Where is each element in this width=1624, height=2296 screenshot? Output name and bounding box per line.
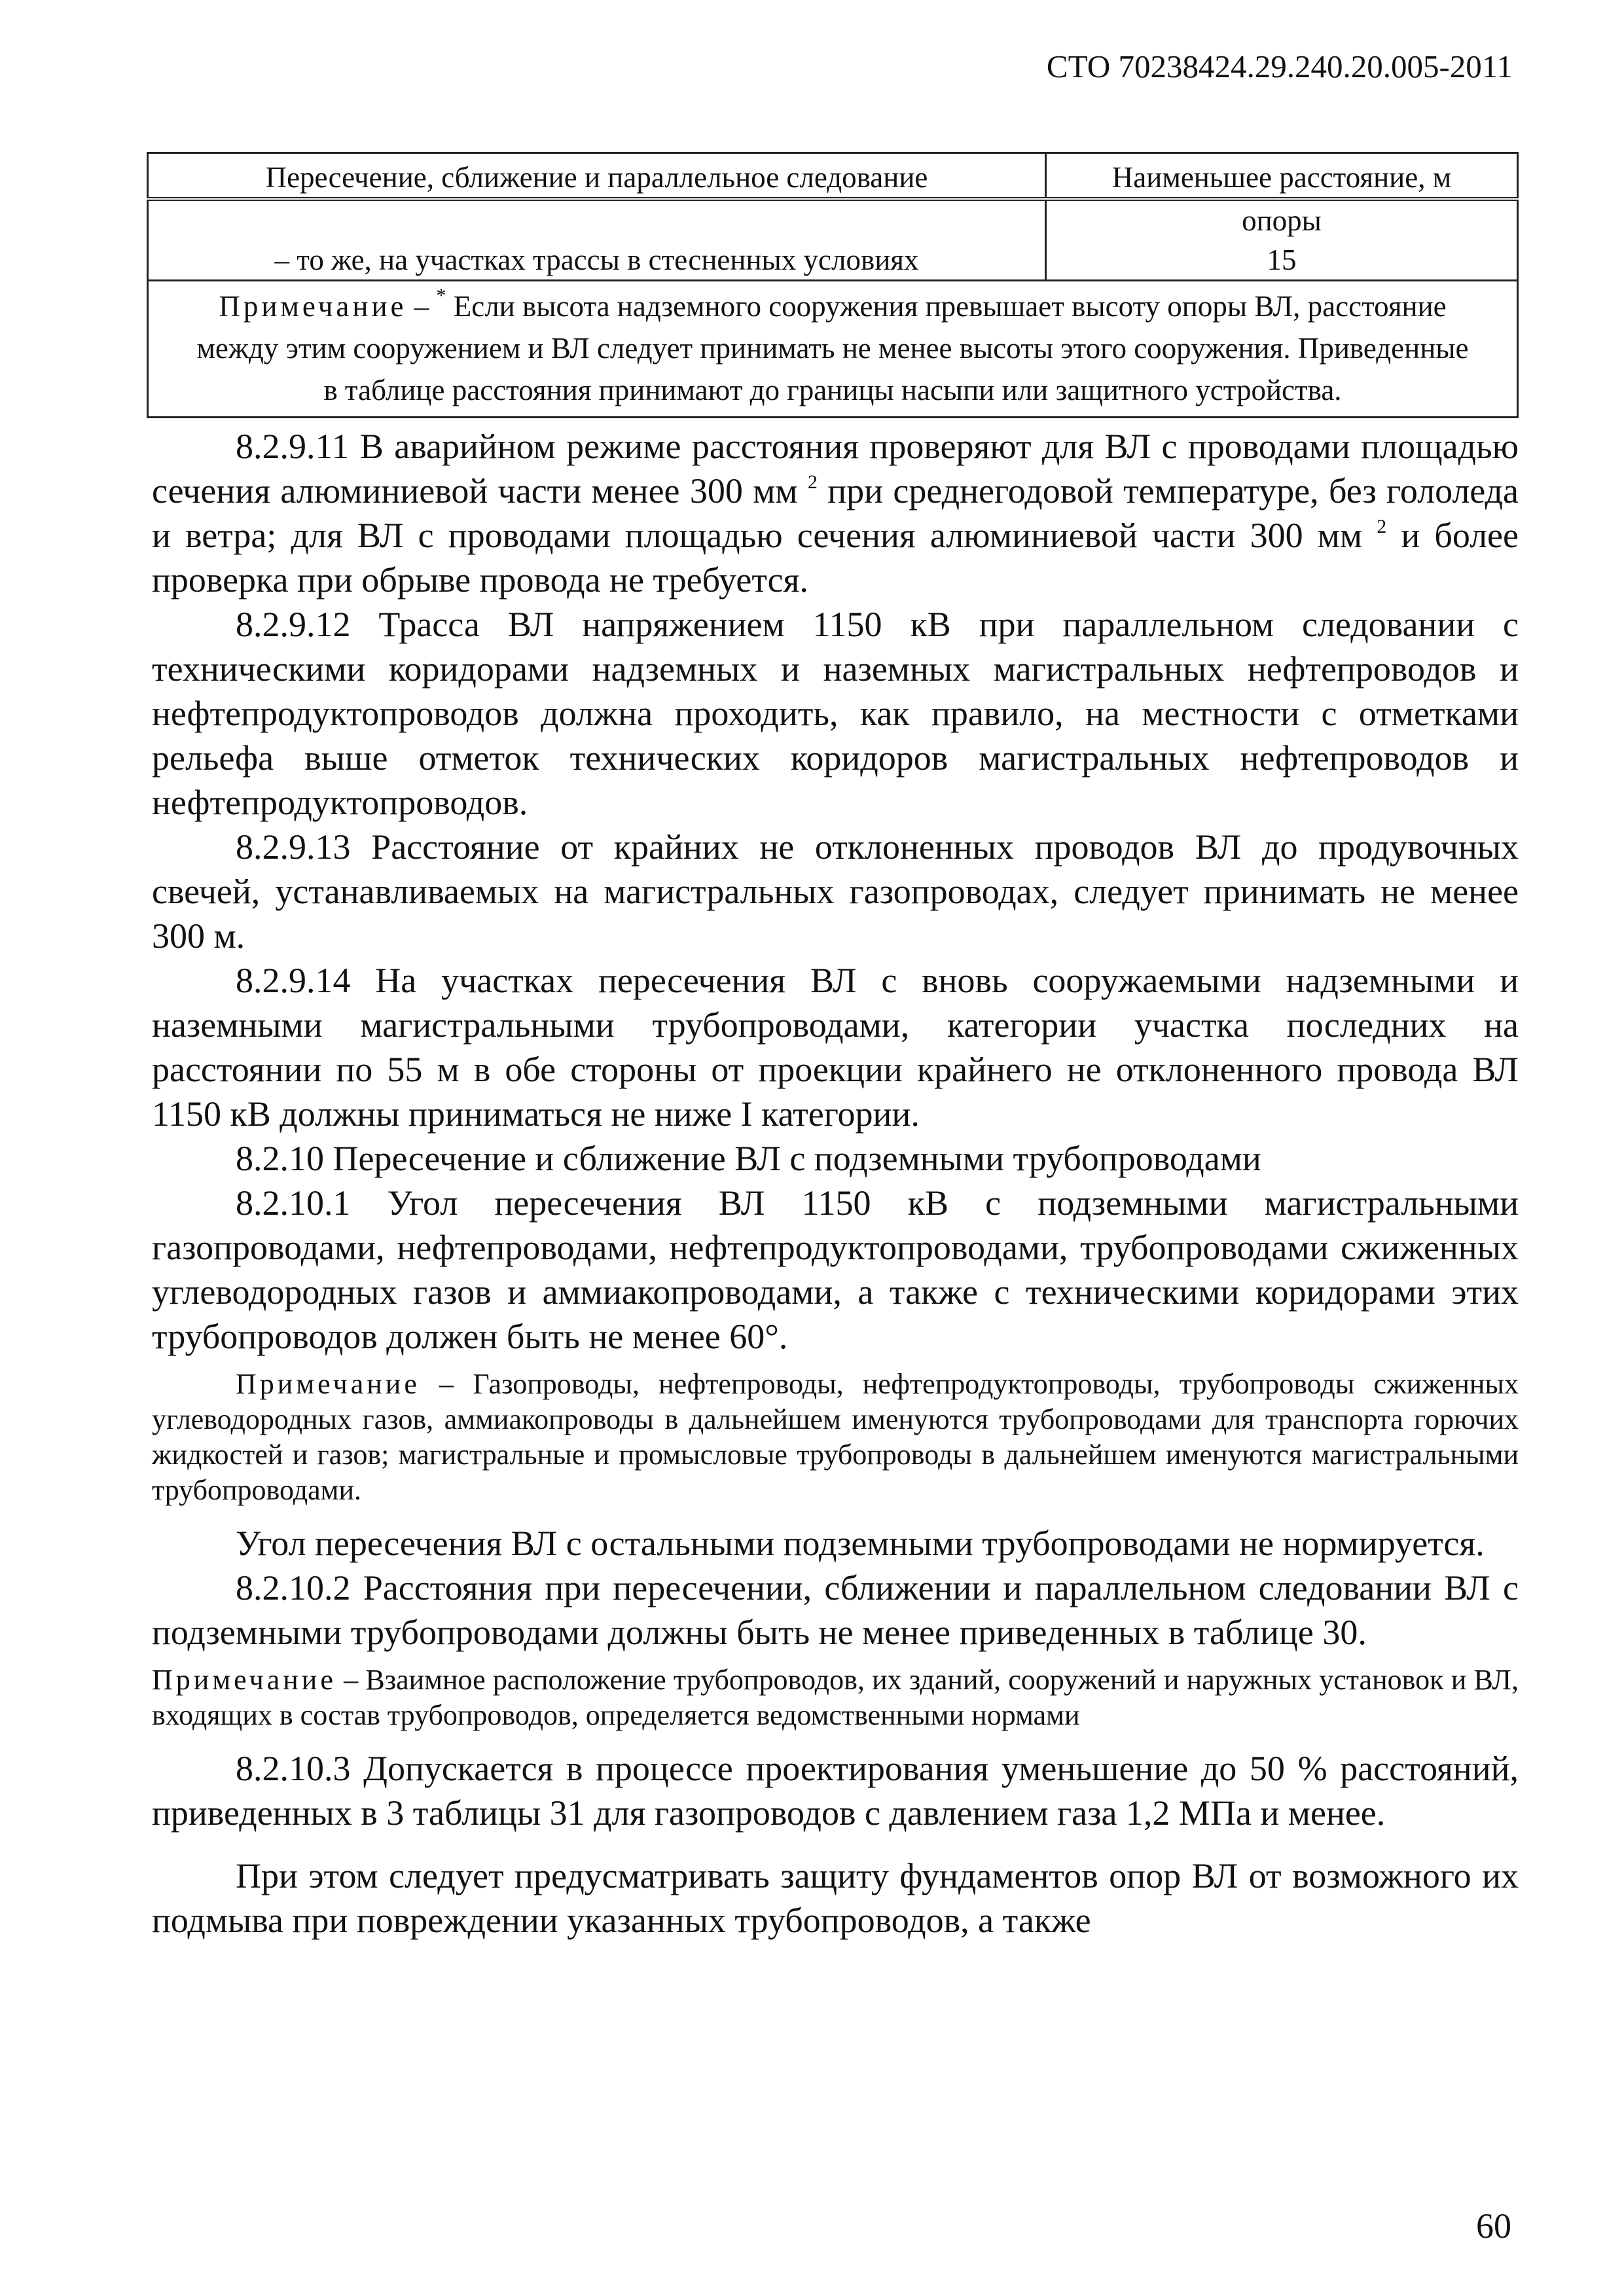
document-code-header: СТО 70238424.29.240.20.005-2011 — [1046, 48, 1513, 84]
note-dash: – — [406, 290, 437, 323]
note-text: Если высота надземного сооружения превышает высоту опоры ВЛ, расстояние между этим сооружением и ВЛ следует принимать не менее высоты этого сооружения. Приведенные в таблице расстояния принимают до границы насыпи или защитного устройства. — [196, 290, 1469, 406]
note-footnote-mark: * — [436, 285, 446, 306]
note-label: Примечание — [236, 1368, 420, 1400]
paragraph-text: и более проверка при обрыве провода не требуется. — [152, 516, 1519, 600]
table-header-cell: Наименьшее расстояние, м — [1046, 153, 1518, 200]
table-row — [148, 199, 1518, 281]
note-text: – Газопроводы, нефтепроводы, нефтепродуктопроводы, трубопроводы сжиженных углеводородных газов, аммиакопроводы в дальнейшем именуются трубопроводами для транспорта горючих жидкостей и газов; магистральные и промысловые трубопроводы в дальнейшем именуются магистральными трубопроводами. — [152, 1368, 1519, 1506]
paragraph-angle-not-normalized: Угол пересечения ВЛ с остальными подземными трубопроводами не нормируется. — [236, 1524, 1485, 1563]
paragraph-8-2-10-1: 8.2.10.1 Угол пересечения ВЛ 1150 кВ с подземными магистральными газопроводами, нефтепроводами, нефтепродуктопроводами, трубопроводами сжиженных углеводородных газов и аммиакопроводами, а также с техническими коридорами этих трубопроводов должен быть не менее 60°. — [152, 1183, 1519, 1356]
body-text — [152, 424, 1519, 1943]
table-cell — [1046, 199, 1518, 281]
paragraph-foundation-protection: При этом следует предусматривать защиту фундаментов опор ВЛ от возможного их подмыва при повреждении указанных трубопроводов, а также — [152, 1856, 1519, 1940]
note-1 — [152, 1367, 1519, 1508]
note-text: – Взаимное расположение трубопроводов, их зданий, сооружений и наружных установок и ВЛ, входящих в состав трубопроводов, определяется ведомственными нормами — [152, 1664, 1519, 1731]
section-heading-8-2-10: 8.2.10 Пересечение и сближение ВЛ с подземными трубопроводами — [236, 1139, 1261, 1178]
paragraph-text: 8.2.9.11 В аварийном режиме расстояния проверяют для ВЛ с проводами площадью сечения алюминиевой части менее 300 мм — [152, 427, 1519, 511]
distance-table-fragment — [147, 152, 1519, 418]
table-note-row — [148, 281, 1518, 418]
paragraph-8-2-9-12: 8.2.9.12 Трасса ВЛ напряжением 1150 кВ при параллельном следовании с техническими коридорами надземных и наземных магистральных нефтепроводов и нефтепродуктопроводов должна проходить, как правило, на местности с отметками рельефа выше отметок технических коридоров магистральных нефтепроводов и нефтепродуктопроводов. — [152, 605, 1519, 822]
paragraph-8-2-10-2: 8.2.10.2 Расстояния при пересечении, сближении и параллельном следовании ВЛ с подземными трубопроводами должны быть не менее приведенных в таблице 30. — [152, 1568, 1519, 1652]
superscript: 2 — [1377, 516, 1387, 537]
paragraph-8-2-9-11 — [152, 424, 1519, 602]
paragraph-8-2-9-13: 8.2.9.13 Расстояние от крайних не отклоненных проводов ВЛ до продувочных свечей, устанавливаемых на магистральных газопроводах, следует принимать не менее 300 м. — [152, 827, 1519, 956]
table-note — [148, 281, 1518, 418]
paragraph-text: при среднегодовой температуре, без гололеда и ветра; для ВЛ с проводами площадью сечения алюминиевой части 300 мм — [152, 471, 1519, 555]
note-2 — [152, 1662, 1519, 1733]
table-header-row — [148, 153, 1518, 200]
note-label: Примечание — [152, 1664, 336, 1696]
table-header-cell: Пересечение, сближение и параллельное следование — [148, 153, 1046, 200]
table-cell: – то же, на участках трассы в стесненных условиях — [148, 199, 1046, 281]
paragraph-8-2-10-3: 8.2.10.3 Допускается в процессе проектирования уменьшение до 50 % расстояний, приведенных в 3 таблицы 31 для газопроводов с давлением газа 1,2 МПа и менее. — [152, 1749, 1519, 1833]
paragraph-8-2-9-14: 8.2.9.14 На участках пересечения ВЛ с вновь сооружаемыми надземными и наземными магистральными трубопроводами, категории участка последних на расстоянии по 55 м в обе стороны от проекции крайнего не отклоненного провода ВЛ 1150 кВ должны приниматься не ниже I категории. — [152, 961, 1519, 1134]
superscript: 2 — [807, 471, 818, 493]
table-cell-line: 15 — [1267, 243, 1297, 276]
page-number: 60 — [1476, 2206, 1511, 2246]
table-cell-line: опоры — [1242, 204, 1322, 237]
note-label: Примечание — [219, 290, 407, 323]
